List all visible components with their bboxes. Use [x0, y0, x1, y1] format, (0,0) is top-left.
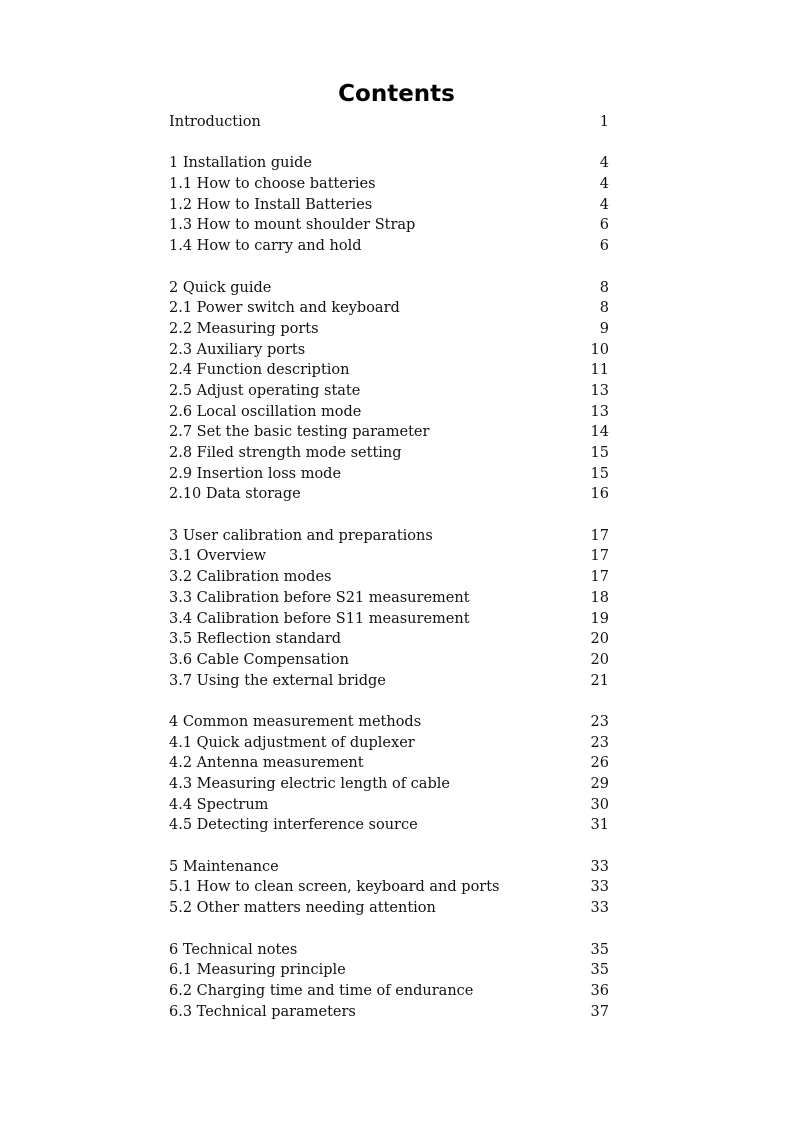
toc-entry-page-number: 15 [590, 445, 609, 461]
toc-entry-page-number: 21 [590, 672, 609, 689]
toc-entry-page-number: 1 [599, 114, 609, 130]
toc-entry [169, 712, 609, 733]
toc-entry-label: 2.9 Insertion loss mode [169, 465, 342, 482]
toc-entry-label: 3.6 Cable Compensation [169, 651, 349, 668]
toc-entry-page-number: 15 [590, 465, 609, 482]
toc-entry-page-number: 14 [590, 424, 609, 441]
toc-entry-page-number: 19 [590, 610, 609, 627]
toc-entry-page-number: 20 [590, 651, 609, 668]
toc-entry-page-number: 8 [599, 300, 609, 317]
toc-entry-label: Introduction [169, 114, 261, 130]
toc-entry-label: 4.2 Antenna measurement [169, 755, 364, 772]
toc-entry-page-number: 23 [590, 713, 609, 730]
toc-entry-page-number: 13 [590, 382, 609, 399]
toc-entry [169, 381, 609, 402]
toc-entry [169, 484, 609, 505]
toc-entry-label: 4.1 Quick adjustment of duplexer [169, 734, 415, 751]
toc-entry-label: 5 Maintenance [169, 858, 279, 875]
toc-entry-page-number: 36 [590, 982, 609, 999]
toc-entry [169, 609, 609, 630]
toc-entry [169, 443, 609, 464]
toc-entry-page-number: 30 [590, 796, 609, 813]
toc-entry [169, 298, 609, 319]
toc-entry [169, 546, 609, 567]
toc-entry [169, 960, 609, 981]
toc-entry-page-number: 11 [590, 362, 609, 379]
toc-entry-label: 2.2 Measuring ports [169, 320, 319, 337]
table-of-contents [169, 112, 609, 1022]
toc-entry-page-number: 20 [590, 631, 609, 648]
toc-entry [169, 236, 609, 257]
toc-entry [169, 174, 609, 195]
toc-entry-label: 1.4 How to carry and hold [169, 238, 362, 255]
toc-entry-label: 3.3 Calibration before S21 measurement [169, 589, 470, 606]
toc-entry-label: 2.3 Auxiliary ports [169, 341, 306, 358]
toc-entry-page-number: 16 [590, 486, 609, 503]
toc-entry-label: 2.10 Data storage [169, 486, 301, 503]
toc-entry-label: 2.5 Adjust operating state [169, 382, 361, 399]
toc-entry [169, 588, 609, 609]
toc-entry-label: 3.7 Using the external bridge [169, 672, 386, 689]
toc-entry [169, 1002, 609, 1023]
toc-entry-label: 5.2 Other matters needing attention [169, 900, 436, 917]
toc-entry-label: 6.1 Measuring principle [169, 962, 346, 979]
toc-entry [169, 195, 609, 216]
toc-entry-label: 6.3 Technical parameters [169, 1003, 356, 1020]
toc-entry [169, 940, 609, 961]
toc-entry-label: 3.5 Reflection standard [169, 631, 342, 648]
toc-entry-page-number: 33 [590, 879, 609, 896]
toc-entry-page-number: 4 [599, 176, 609, 193]
toc-entry-page-number: 4 [599, 196, 609, 213]
toc-entry [169, 815, 609, 836]
toc-entry [169, 278, 609, 299]
toc-entry-page-number: 8 [599, 279, 609, 296]
toc-entry-page-number: 35 [590, 962, 609, 979]
toc-entry [169, 464, 609, 485]
toc-entry [169, 877, 609, 898]
toc-entry [169, 153, 609, 174]
toc-entry-label: 1.2 How to Install Batteries [169, 196, 373, 213]
toc-entry [169, 422, 609, 443]
toc-entry [169, 795, 609, 816]
toc-entry [169, 340, 609, 361]
toc-entry [169, 898, 609, 919]
toc-entry-label: 2.6 Local oscillation mode [169, 403, 362, 420]
toc-entry [169, 112, 609, 133]
toc-entry-label: 4 Common measurement methods [169, 713, 422, 730]
toc-entry-page-number: 13 [590, 403, 609, 420]
toc-entry [169, 402, 609, 423]
page-title: Contents [338, 81, 455, 107]
toc-entry-label: 2.7 Set the basic testing parameter [169, 424, 430, 441]
toc-entry-page-number: 17 [590, 569, 609, 586]
toc-entry [169, 526, 609, 547]
toc-entry-page-number: 26 [590, 755, 609, 772]
toc-entry-label: 3.2 Calibration modes [169, 569, 332, 586]
toc-entry-page-number: 23 [590, 734, 609, 751]
toc-entry [169, 753, 609, 774]
toc-entry [169, 857, 609, 878]
toc-entry-page-number: 37 [590, 1003, 609, 1020]
toc-entry-label: 2.4 Function description [169, 362, 350, 379]
toc-entry [169, 650, 609, 671]
toc-entry-label: 1.1 How to choose batteries [169, 176, 376, 193]
toc-entry [169, 215, 609, 236]
toc-entry [169, 671, 609, 692]
toc-entry [169, 319, 609, 340]
toc-entry [169, 567, 609, 588]
toc-entry-page-number: 10 [590, 341, 609, 358]
toc-entry-page-number: 33 [590, 900, 609, 917]
toc-entry-label: 6 Technical notes [169, 941, 298, 958]
toc-entry-label: 3 User calibration and preparations [169, 527, 433, 544]
toc-entry [169, 733, 609, 754]
toc-entry-label: 4.5 Detecting interference source [169, 817, 418, 834]
toc-entry-page-number: 33 [590, 858, 609, 875]
toc-entry-label: 5.1 How to clean screen, keyboard and ports [169, 879, 500, 896]
toc-entry-label: 4.4 Spectrum [169, 796, 269, 813]
toc-entry-label: 1.3 How to mount shoulder Strap [169, 217, 416, 234]
toc-entry-label: 3.4 Calibration before S11 measurement [169, 610, 470, 627]
toc-entry-label: 1 Installation guide [169, 155, 312, 172]
toc-entry-page-number: 4 [599, 155, 609, 172]
toc-entry-label: 6.2 Charging time and time of endurance [169, 982, 474, 999]
toc-entry-page-number: 18 [590, 589, 609, 606]
toc-entry-label: 2.1 Power switch and keyboard [169, 300, 400, 317]
toc-entry-page-number: 17 [590, 548, 609, 565]
toc-entry-page-number: 6 [599, 238, 609, 255]
toc-entry [169, 774, 609, 795]
toc-entry-page-number: 17 [590, 527, 609, 544]
toc-entry [169, 629, 609, 650]
toc-entry-page-number: 6 [599, 217, 609, 234]
toc-entry-label: 4.3 Measuring electric length of cable [169, 776, 450, 792]
toc-entry-label: 2.8 Filed strength mode setting [169, 445, 402, 461]
toc-entry [169, 360, 609, 381]
toc-entry [169, 981, 609, 1002]
toc-entry-label: 2 Quick guide [169, 279, 272, 296]
toc-entry-page-number: 9 [599, 320, 609, 337]
toc-entry-page-number: 31 [590, 817, 609, 834]
toc-entry-page-number: 35 [590, 941, 609, 958]
toc-entry-page-number: 29 [590, 776, 609, 792]
toc-entry-label: 3.1 Overview [169, 548, 267, 565]
